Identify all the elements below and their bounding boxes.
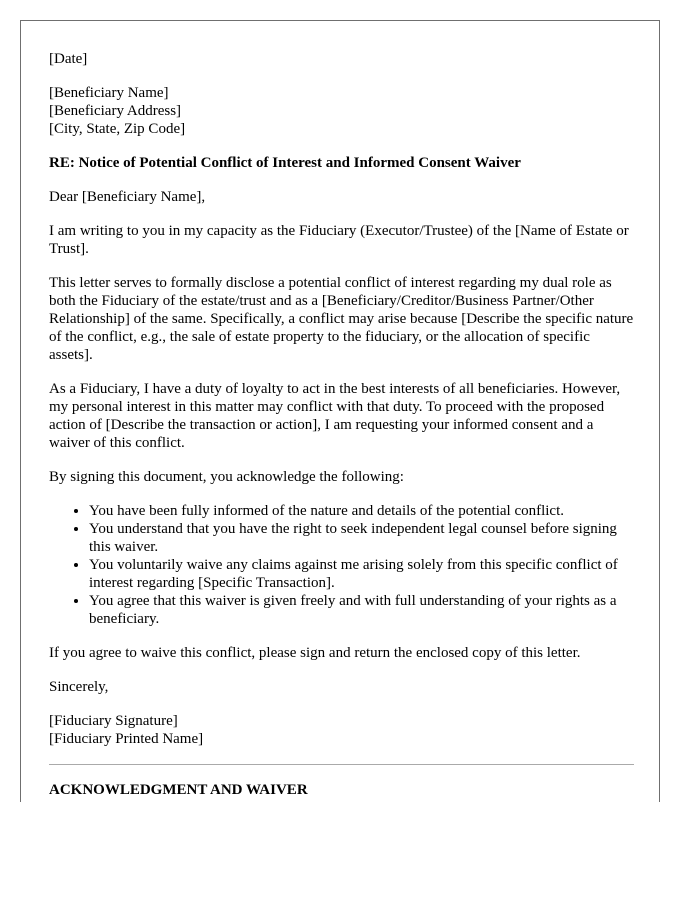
recipient-block bbox=[49, 84, 634, 138]
recipient-city-state-zip: [City, State, Zip Code] bbox=[49, 121, 186, 137]
fiduciary-printed-name: [Fiduciary Printed Name] bbox=[49, 731, 204, 747]
recipient-address: [Beneficiary Address] bbox=[49, 103, 182, 119]
acknowledgment-section-title: ACKNOWLEDGMENT AND WAIVER bbox=[49, 782, 308, 798]
paragraph-capacity: I am writing to you in my capacity as the Fiduciary (Executor/Trustee) of the [Name of Estate or Trust]. bbox=[49, 223, 629, 257]
letter-content bbox=[49, 50, 634, 799]
salutation: Dear [Beneficiary Name], bbox=[49, 189, 206, 205]
acknowledge-intro: By signing this document, you acknowledge the following: bbox=[49, 469, 404, 485]
subject-line: RE: Notice of Potential Conflict of Interest and Informed Consent Waiver bbox=[49, 155, 521, 171]
paragraph-disclosure: This letter serves to formally disclose a potential conflict of interest regarding my dual role as both the Fiduciary of the estate/trust and as a [Beneficiary/Creditor/Business Partner/Other Relationship] of the same. Specifically, a conflict may arise because [Describe the specific nature of the conflict, e.g., the sale of estate property to the fiduciary, or the allocation of specific assets]. bbox=[49, 275, 634, 363]
list-item: • You have been fully informed of the nature and details of the potential conflict. bbox=[89, 502, 634, 520]
list-item: • You voluntarily waive any claims against me arising solely from this specific conflict of interest regarding [Specific Transaction]. bbox=[89, 556, 634, 592]
recipient-name: [Beneficiary Name] bbox=[49, 85, 169, 101]
list-item: • You agree that this waiver is given freely and with full understanding of your rights as a beneficiary. bbox=[89, 592, 634, 628]
paragraph-duty: As a Fiduciary, I have a duty of loyalty to act in the best interests of all beneficiaries. However, my personal interest in this matter may conflict with that duty. To proceed with the proposed action of [Describe the transaction or action], I am requesting your informed consent and a waiver of this conflict. bbox=[49, 381, 621, 451]
letter-page bbox=[20, 20, 660, 802]
list-item: • You understand that you have the right to seek independent legal counsel before signing this waiver. bbox=[89, 520, 634, 556]
closing: Sincerely, bbox=[49, 679, 109, 695]
section-divider bbox=[49, 764, 634, 765]
closing-request: If you agree to waive this conflict, please sign and return the enclosed copy of this letter. bbox=[49, 645, 581, 661]
letter-date: [Date] bbox=[49, 51, 88, 67]
acknowledgment-list bbox=[49, 502, 634, 628]
fiduciary-signature: [Fiduciary Signature] bbox=[49, 713, 178, 729]
signature-block bbox=[49, 712, 634, 748]
